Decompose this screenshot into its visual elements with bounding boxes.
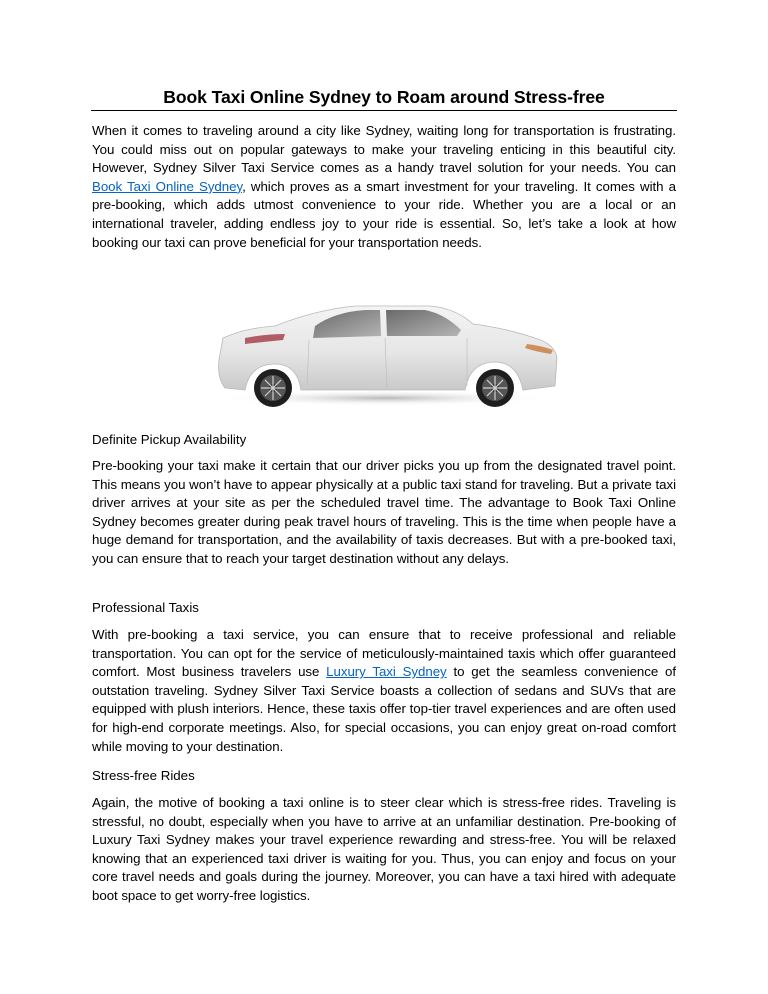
book-taxi-online-sydney-link[interactable]: Book Taxi Online Sydney (92, 178, 243, 194)
professional-text-after-link: to get the seamless convenience of outstation traveling. Sydney Silver Taxi Service boasts a collection of sedans and SUVs that are equipped with plush interiors. Hence, these taxis offer top-tier travel experiences and are often used for high-end corporate meetings. Also, for special occasions, you can enjoy great on-road comfort while moving to your destination. (92, 664, 677, 754)
section-heading-definite-pickup: Definite Pickup Availability (92, 432, 247, 447)
section-body-stress-free-rides: Again, the motive of booking a taxi online is to steer clear which is stress-free rides. Traveling is stressful, no doubt, especially when you have to arrive at an unfamiliar destination. Pre-booking of Luxury Taxi Sydney makes your travel experience rewarding and stress-free. You will be relaxed knowing that an experienced taxi driver is waiting for you. Thus, you can enjoy and focus on your core travel needs and goals during the journey. Moreover, you can have a taxi hired with adequate boot space to get worry-free logistics. (92, 795, 676, 903)
intro-text-after-link: , which proves as a smart investment for your traveling. It comes with a pre-booking, which adds utmost convenience to your ride. Whether you are a local or an international traveler, adding endless joy to your ride is essential. So, let’s take a look at how booking our taxi can prove beneficial for your transportation needs. (92, 178, 676, 250)
section-heading-professional-taxis: Professional Taxis (92, 600, 199, 615)
intro-text-before-link: When it comes to traveling around a city like Sydney, waiting long for transportation is frustrating. You could miss out on popular gateways to make your traveling enticing in this beautiful city. However, Sydney Silver Taxi Service comes as a handy travel solution for your needs. You can (92, 123, 676, 176)
car-image (205, 298, 565, 408)
title-underline-divider (91, 110, 677, 111)
section-heading-stress-free-rides: Stress-free Rides (92, 768, 195, 783)
section-body-definite-pickup: Pre-booking your taxi make it certain that our driver picks you up from the designated travel point. This means you won’t have to appear physically at a public taxi stand for traveling. But a private taxi driver arrives at your site as per the scheduled travel time. The advantage to Book Taxi Online Sydney becomes greater during peak travel hours of traveling. This is the time when people have a huge demand for transportation, and the availability of taxis decreases. But with a pre-booked taxi, you can ensure that to reach your target destination without any delays. (92, 458, 676, 566)
intro-paragraph (92, 122, 676, 252)
professional-text-before-link: With pre-booking a taxi service, you can ensure that to receive professional and reliable transportation. You can opt for the service of meticulously-maintained taxis which offer guaranteed comfort. Most business travelers use (92, 627, 676, 680)
page-title: Book Taxi Online Sydney to Roam around Stress-free (163, 87, 605, 107)
luxury-taxi-sydney-link[interactable]: Luxury Taxi Sydney (326, 664, 447, 680)
section-body-professional-taxis (92, 626, 676, 756)
